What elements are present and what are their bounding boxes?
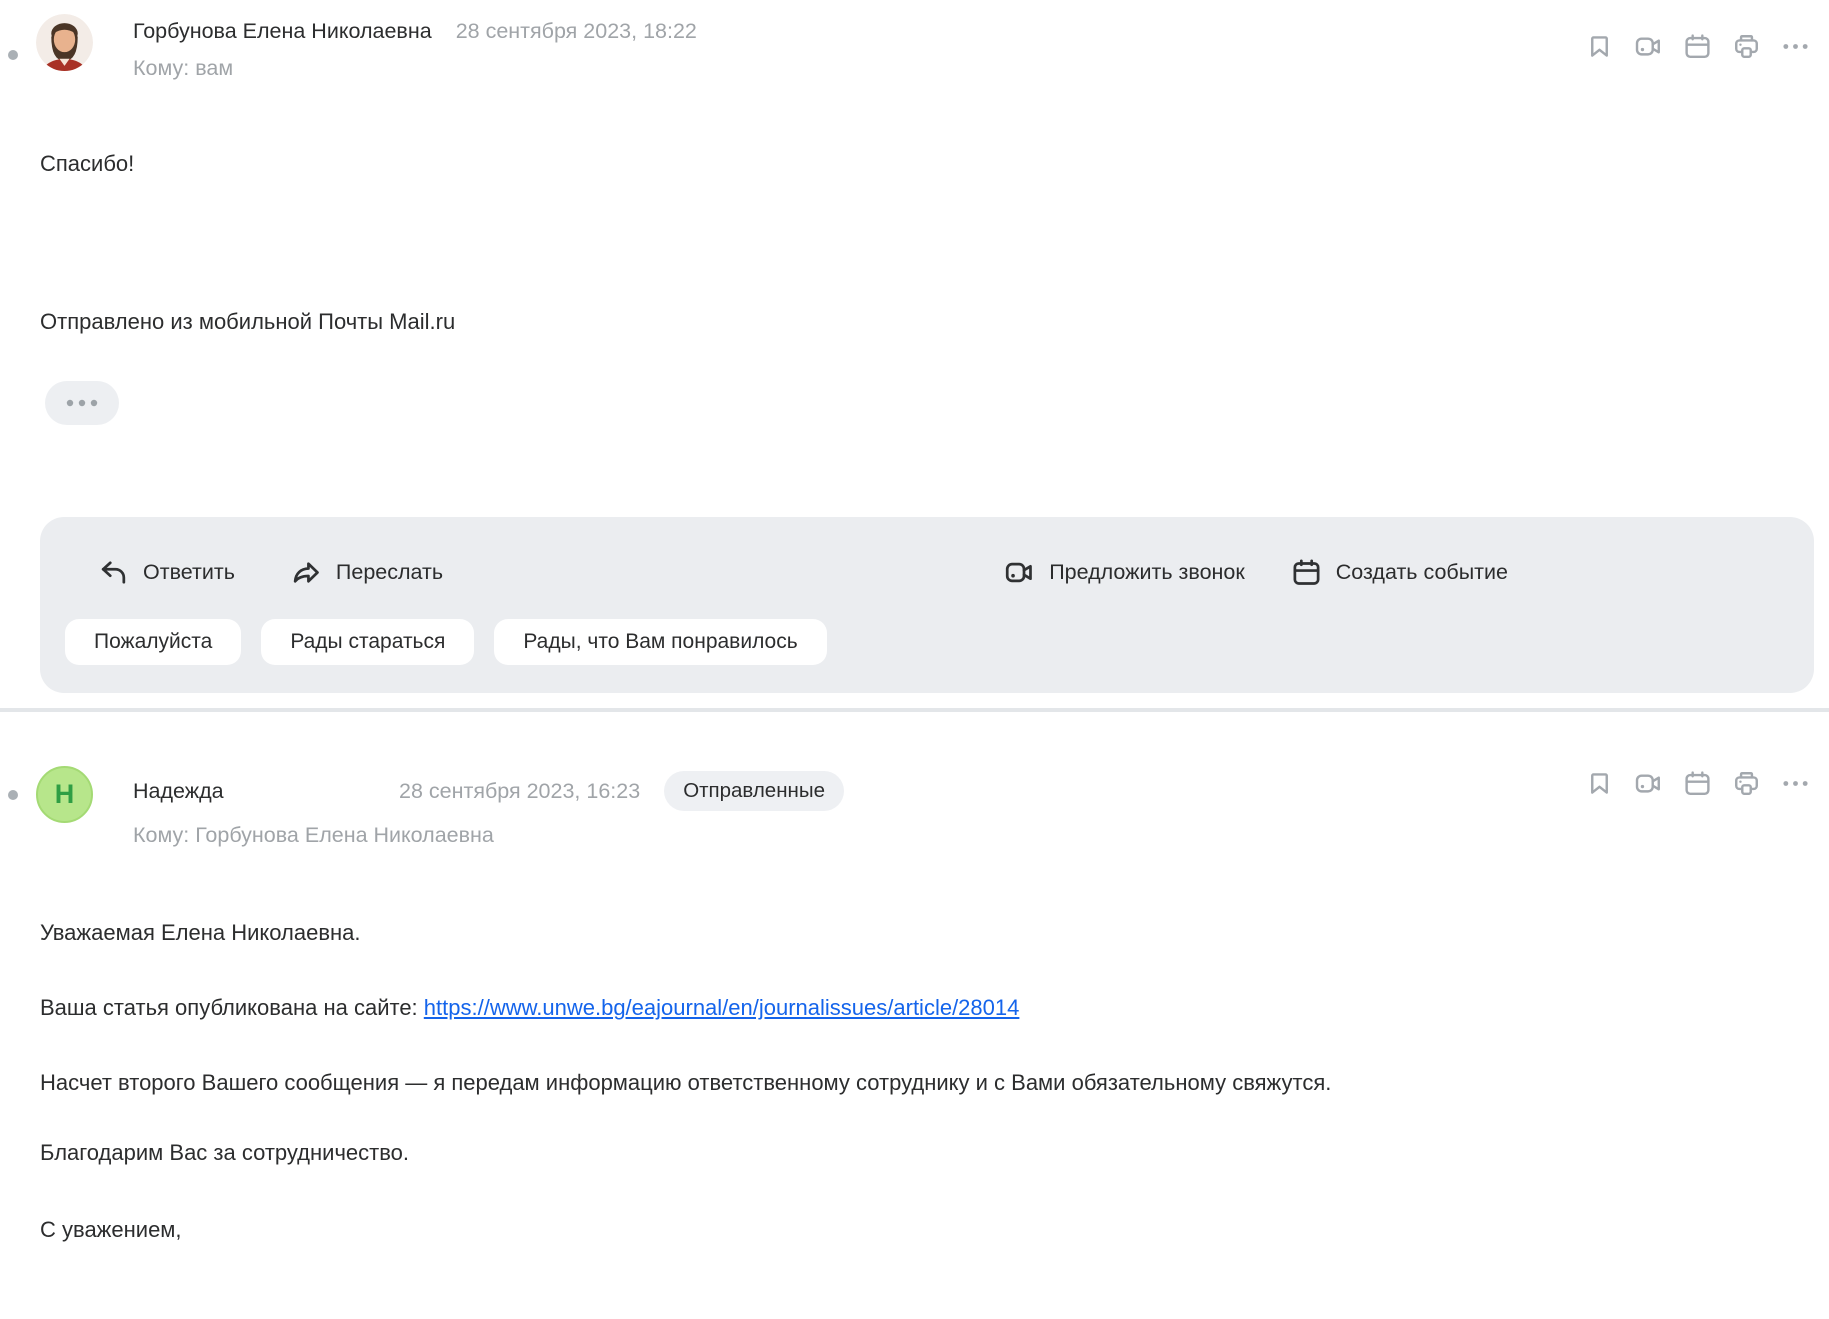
message-header	[0, 14, 1829, 81]
body-signoff: С уважением,	[40, 1217, 182, 1242]
message-toolbar	[1584, 768, 1810, 798]
avatar-letter: Н	[54, 779, 75, 809]
video-camera-icon	[1634, 769, 1663, 798]
smart-reply-button[interactable]: Пожалуйста	[65, 619, 241, 665]
add-to-calendar-button[interactable]	[1682, 31, 1712, 61]
printer-icon	[1732, 32, 1761, 61]
recipient-line: Кому: вам	[133, 56, 234, 80]
body-text-line: Спасибо!	[40, 151, 135, 176]
recipient-line: Кому: Горбунова Елена Николаевна	[133, 823, 494, 847]
message-toolbar	[1584, 31, 1810, 61]
more-actions-button[interactable]	[1780, 768, 1810, 798]
smart-reply-button[interactable]: Рады, что Вам понравилось	[494, 619, 826, 665]
message-date: 28 сентября 2023, 18:22	[455, 19, 697, 43]
message-dot-indicator	[8, 50, 18, 60]
more-actions-button[interactable]	[1780, 31, 1810, 61]
reply-button[interactable]	[98, 557, 235, 588]
message-header	[0, 766, 1829, 848]
message-body	[0, 149, 1829, 337]
message-date: 28 сентября 2023, 16:23	[399, 778, 641, 803]
forward-button[interactable]	[291, 557, 443, 588]
body-paragraph: Благодарим Вас за сотрудничество.	[40, 1140, 410, 1165]
body-paragraph: Насчет второго Вашего сообщения — я передам информацию ответственному сотруднику и с Вами обязательному свяжутся.	[40, 1070, 1332, 1095]
expand-quoted-text-button[interactable]	[45, 381, 119, 425]
video-call-button[interactable]	[1633, 768, 1663, 798]
body-greeting: Уважаемая Елена Николаевна.	[40, 920, 361, 945]
body-link-line	[40, 993, 1829, 1023]
forward-label: Переслать	[335, 559, 444, 584]
email-message-second	[0, 712, 1829, 1245]
portrait-photo	[36, 14, 93, 71]
actions-row	[40, 549, 1814, 595]
suggest-call-label: Предложить звонок	[1049, 559, 1245, 584]
message-action-panel	[40, 517, 1814, 693]
smart-replies-row	[40, 595, 1814, 665]
header-text	[133, 766, 844, 848]
sender-name[interactable]: Надежда	[133, 778, 224, 803]
body-signature-line: Отправлено из мобильной Почты Mail.ru	[40, 309, 456, 334]
sender-avatar-monogram[interactable]	[36, 766, 93, 823]
video-call-button[interactable]	[1633, 31, 1663, 61]
print-button[interactable]	[1731, 768, 1761, 798]
article-link[interactable]: https://www.unwe.bg/eajournal/en/journalissues/article/28014	[423, 995, 1020, 1020]
link-line-prefix: Ваша статья опубликована на сайте:	[40, 995, 424, 1020]
message-body	[0, 848, 1829, 1245]
bookmark-icon	[1585, 769, 1614, 798]
add-to-calendar-button[interactable]	[1682, 768, 1712, 798]
video-camera-icon	[1004, 557, 1035, 588]
folder-badge: Отправленные	[664, 771, 844, 811]
suggest-call-button[interactable]	[1004, 557, 1245, 588]
header-text	[133, 14, 697, 81]
print-button[interactable]	[1731, 31, 1761, 61]
more-ellipsis-icon	[1781, 32, 1810, 61]
create-event-label: Создать событие	[1335, 559, 1508, 584]
printer-icon	[1732, 769, 1761, 798]
reply-label: Ответить	[143, 559, 235, 584]
flag-bookmark-button[interactable]	[1584, 31, 1614, 61]
smart-reply-button[interactable]: Рады стараться	[261, 619, 474, 665]
calendar-icon	[1291, 557, 1322, 588]
more-ellipsis-icon	[1781, 769, 1810, 798]
calendar-icon	[1683, 32, 1712, 61]
bookmark-icon	[1585, 32, 1614, 61]
flag-bookmark-button[interactable]	[1584, 768, 1614, 798]
create-event-button[interactable]	[1291, 557, 1508, 588]
forward-arrow-icon	[291, 557, 322, 588]
sender-avatar-photo[interactable]	[36, 14, 93, 71]
reply-arrow-icon	[98, 557, 129, 588]
message-dot-indicator	[8, 790, 18, 800]
calendar-icon	[1683, 769, 1712, 798]
video-camera-icon	[1634, 32, 1663, 61]
sender-name[interactable]: Горбунова Елена Николаевна	[133, 19, 432, 43]
ellipsis-icon	[65, 398, 99, 408]
